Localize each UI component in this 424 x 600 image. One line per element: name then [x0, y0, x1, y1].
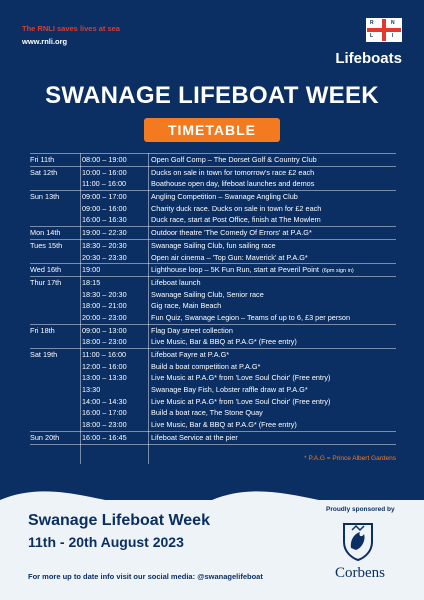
row-event-note: (6pm sign in)	[321, 268, 354, 275]
row-event	[151, 384, 396, 396]
timetable-row	[30, 239, 396, 252]
row-event-text: Live Music, Bar & BBQ at P.A.G* (Free entry)	[151, 337, 297, 347]
row-event	[151, 167, 396, 179]
timetable-end-rule	[30, 444, 396, 445]
row-event-text: Lighthouse loop – 5K Fun Run, start at Peveril Point	[151, 265, 319, 275]
row-time: 09:00 – 16:00	[82, 203, 127, 213]
row-event	[151, 312, 396, 324]
row-time: 13:00 – 13:30	[82, 373, 127, 383]
timetable-row	[30, 312, 396, 324]
row-event	[151, 419, 396, 431]
website-link[interactable]: www.rnli.org	[22, 37, 68, 46]
row-time: 11:00 – 16:00	[82, 179, 127, 189]
row-time: 09:00 – 13:00	[82, 325, 127, 335]
timetable	[30, 153, 396, 445]
row-time: 20:00 – 23:00	[82, 312, 127, 322]
row-time: 10:00 – 16:00	[82, 167, 127, 177]
row-event-text: Angling Competition – Swanage Angling Club	[151, 192, 298, 202]
row-event	[151, 432, 396, 444]
page-title: SWANAGE LIFEBOAT WEEK	[45, 82, 379, 109]
brand-name: Lifeboats	[335, 50, 402, 67]
row-event	[151, 203, 396, 215]
row-event-text: Live Music at P.A.G* from 'Love Soul Choir' (Free entry)	[151, 373, 331, 383]
row-event-text: Lifeboat launch	[151, 277, 201, 287]
row-event-text: Ducks on sale in town for tomorrow's race £2 each	[151, 167, 315, 177]
timetable-row	[30, 276, 396, 289]
row-time: 13:30	[82, 385, 101, 395]
sponsor-label: Proudly sponsored by	[326, 506, 395, 513]
row-event	[151, 191, 396, 203]
row-day: Mon 14th	[30, 228, 61, 238]
timetable-row	[30, 203, 396, 215]
row-event	[151, 252, 396, 264]
row-event	[151, 372, 396, 384]
footer-dates: 11th - 20th August 2023	[28, 534, 184, 550]
row-event-text: Outdoor theatre 'The Comedy Of Errors' at P.A.G*	[151, 228, 312, 238]
timetable-row	[30, 384, 396, 396]
row-event	[151, 407, 396, 419]
timetable-row	[30, 289, 396, 301]
row-event-text: Boathouse open day, lifeboat launches and demos	[151, 179, 315, 189]
timetable-row	[30, 336, 396, 348]
row-day: Tues 15th	[30, 240, 63, 250]
footer-title: Swanage Lifeboat Week	[28, 512, 210, 529]
timetable-row	[30, 407, 396, 419]
row-event-text: Build a boat competition at P.A.G*	[151, 361, 261, 371]
corbens-crest-icon	[336, 518, 380, 562]
row-day: Sat 12th	[30, 167, 58, 177]
row-event	[151, 300, 396, 312]
timetable-row	[30, 372, 396, 384]
row-event-text: Charity duck race. Ducks on sale in town for £2 each	[151, 203, 322, 213]
timetable-badge: TIMETABLE	[144, 118, 280, 142]
row-event	[151, 214, 396, 226]
timetable-row	[30, 226, 396, 239]
timetable-row	[30, 431, 396, 444]
row-event-text: Open Golf Comp – The Dorset Golf & Country Club	[151, 155, 317, 164]
row-time: 16:00 – 16:30	[82, 215, 127, 225]
row-event	[151, 361, 396, 373]
rnli-logo	[326, 18, 402, 67]
row-event-text: Open air cinema – 'Top Gun: Maverick' at P.A.G*	[151, 252, 308, 262]
row-event	[151, 336, 396, 348]
row-event-text: Live Music, Bar & BBQ at P.A.G* (Free entry)	[151, 420, 297, 430]
row-event	[151, 325, 396, 337]
row-time: 19:00 – 22:30	[82, 228, 127, 238]
row-event	[151, 178, 396, 190]
row-event-text: Flag Day street collection	[151, 325, 233, 335]
tagline: The RNLI saves lives at sea	[22, 24, 120, 33]
row-event	[151, 154, 396, 166]
row-event-text: Fun Quiz, Swanage Legion – Teams of up to 6, £3 per person	[151, 312, 351, 322]
row-time: 18:00 – 21:00	[82, 301, 127, 311]
timetable-row	[30, 190, 396, 203]
row-time: 18:30 – 20:30	[82, 289, 127, 299]
row-time: 11:00 – 16:00	[82, 350, 127, 359]
row-time: 18:00 – 23:00	[82, 337, 127, 347]
row-event	[151, 289, 396, 301]
social-media-text: For more up to date info visit our social media: @swanagelifeboat	[28, 572, 263, 581]
row-event-text: Swanage Sailing Club, Senior race	[151, 289, 264, 299]
row-day: Fri 11th	[30, 155, 55, 164]
sponsor-name: Corbens	[335, 565, 385, 581]
row-day: Sun 13th	[30, 192, 60, 202]
row-time: 08:00 – 19:00	[82, 155, 127, 164]
row-event	[151, 349, 396, 361]
row-time: 18:30 – 20:30	[82, 240, 127, 250]
row-event	[151, 240, 396, 252]
row-event-text: Gig race, Main Beach	[151, 301, 222, 311]
row-event-text: Swanage Sailing Club, fun sailing race	[151, 240, 276, 250]
row-time: 12:00 – 16:00	[82, 361, 127, 371]
row-time: 16:00 – 16:45	[82, 432, 127, 442]
row-event-text: Swanage Bay Fish, Lobster raffle draw at P.A.G*	[151, 385, 308, 395]
row-event-text: Lifeboat Service at the pier	[151, 432, 238, 442]
row-event	[151, 396, 396, 408]
row-time: 18:00 – 23:00	[82, 420, 127, 430]
timetable-row	[30, 153, 396, 166]
row-time: 09:00 – 17:00	[82, 192, 127, 202]
row-event-text: Duck race, start at Post Office, finish at The Mowlem	[151, 215, 321, 225]
timetable-row	[30, 214, 396, 226]
rnli-flag-icon: R N L I	[366, 18, 402, 42]
row-event-text: Live Music at P.A.G* from 'Love Soul Choir' (Free entry)	[151, 396, 331, 406]
timetable-row	[30, 178, 396, 190]
row-time: 19:00	[82, 265, 101, 275]
row-time: 18:15	[82, 277, 101, 287]
row-day: Wed 16th	[30, 265, 62, 275]
row-day: Thur 17th	[30, 277, 62, 287]
row-event-text: Lifeboat Fayre at P.A.G*	[151, 350, 230, 359]
timetable-row	[30, 252, 396, 264]
timetable-row	[30, 324, 396, 337]
timetable-row	[30, 300, 396, 312]
row-time: 16:00 – 17:00	[82, 408, 127, 418]
timetable-row	[30, 361, 396, 373]
timetable-row	[30, 348, 396, 361]
row-day: Fri 18th	[30, 325, 55, 335]
row-time: 20:30 – 23:30	[82, 252, 127, 262]
row-time: 14:00 – 14:30	[82, 396, 127, 406]
timetable-row	[30, 263, 396, 276]
timetable-row	[30, 396, 396, 408]
timetable-row	[30, 166, 396, 179]
row-day: Sun 20th	[30, 432, 60, 442]
footnote: * P.A.G = Prince Albert Gardens	[304, 455, 396, 462]
row-event-text: Build a boat race, The Stone Quay	[151, 408, 263, 418]
row-event	[151, 277, 396, 289]
row-event	[151, 227, 396, 239]
timetable-row	[30, 419, 396, 431]
row-day: Sat 19th	[30, 350, 58, 359]
